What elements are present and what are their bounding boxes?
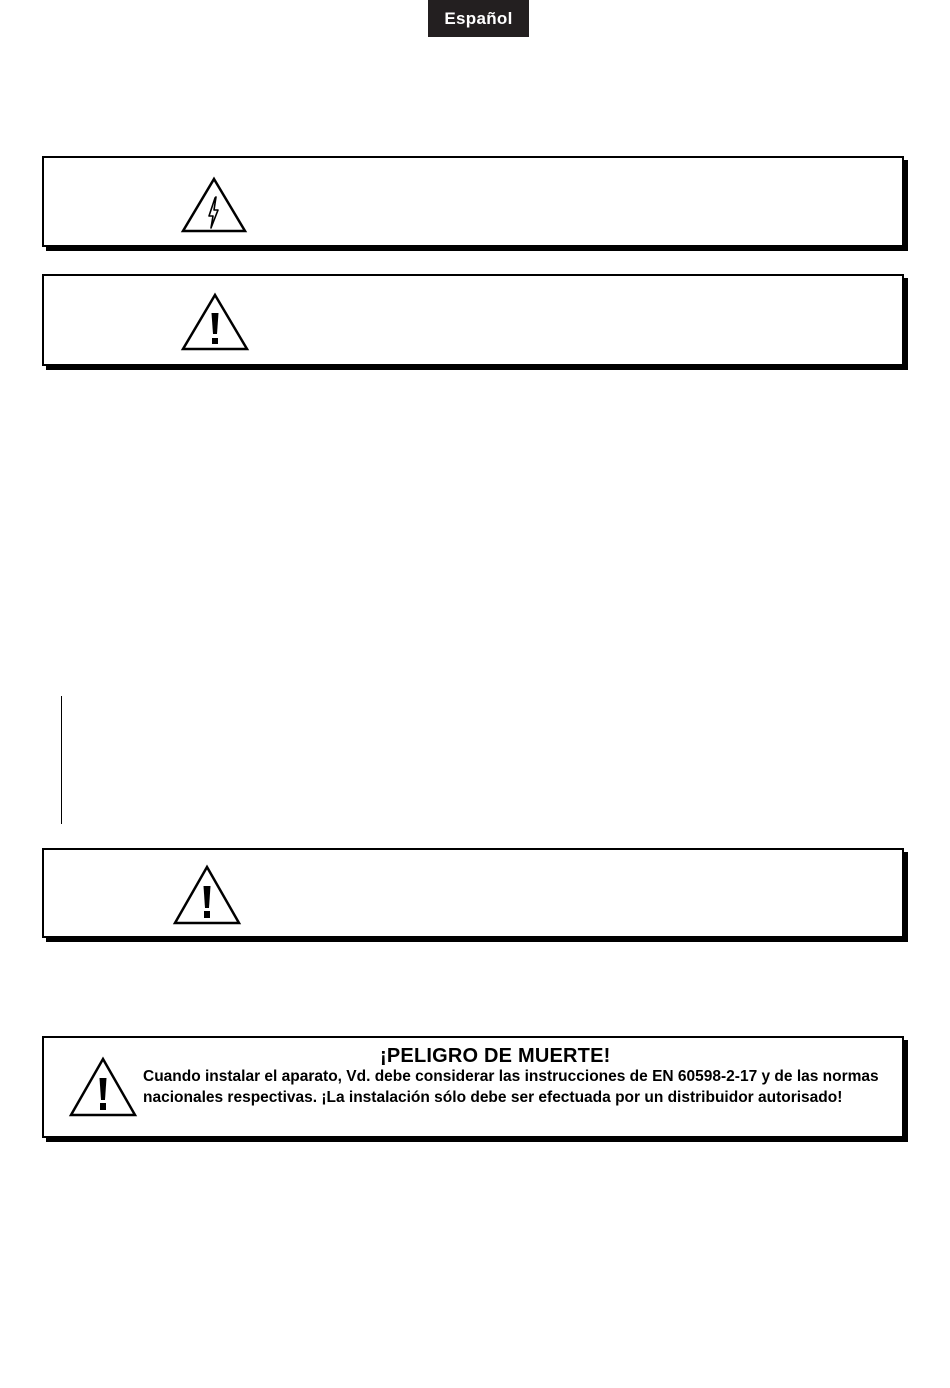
language-badge: Español	[428, 0, 529, 37]
caution-warning-box-1	[42, 274, 904, 366]
caution-warning-box-2	[42, 848, 904, 938]
danger-title: ¡PELIGRO DE MUERTE!	[380, 1045, 611, 1067]
exclamation-warning-icon	[68, 1056, 138, 1118]
high-voltage-warning-icon	[180, 176, 248, 234]
exclamation-warning-icon	[172, 864, 242, 926]
danger-notice-box	[42, 1036, 904, 1138]
danger-text: Cuando instalar el aparato, Vd. debe considerar las instrucciones de EN 60598-2-17 y de las normas nacionales respectivas. ¡La instalación sólo debe ser efectuada por un distribuidor autorisado!	[143, 1068, 879, 1106]
electric-warning-box	[42, 156, 904, 247]
revision-rule	[61, 696, 62, 824]
exclamation-warning-icon	[180, 292, 250, 352]
